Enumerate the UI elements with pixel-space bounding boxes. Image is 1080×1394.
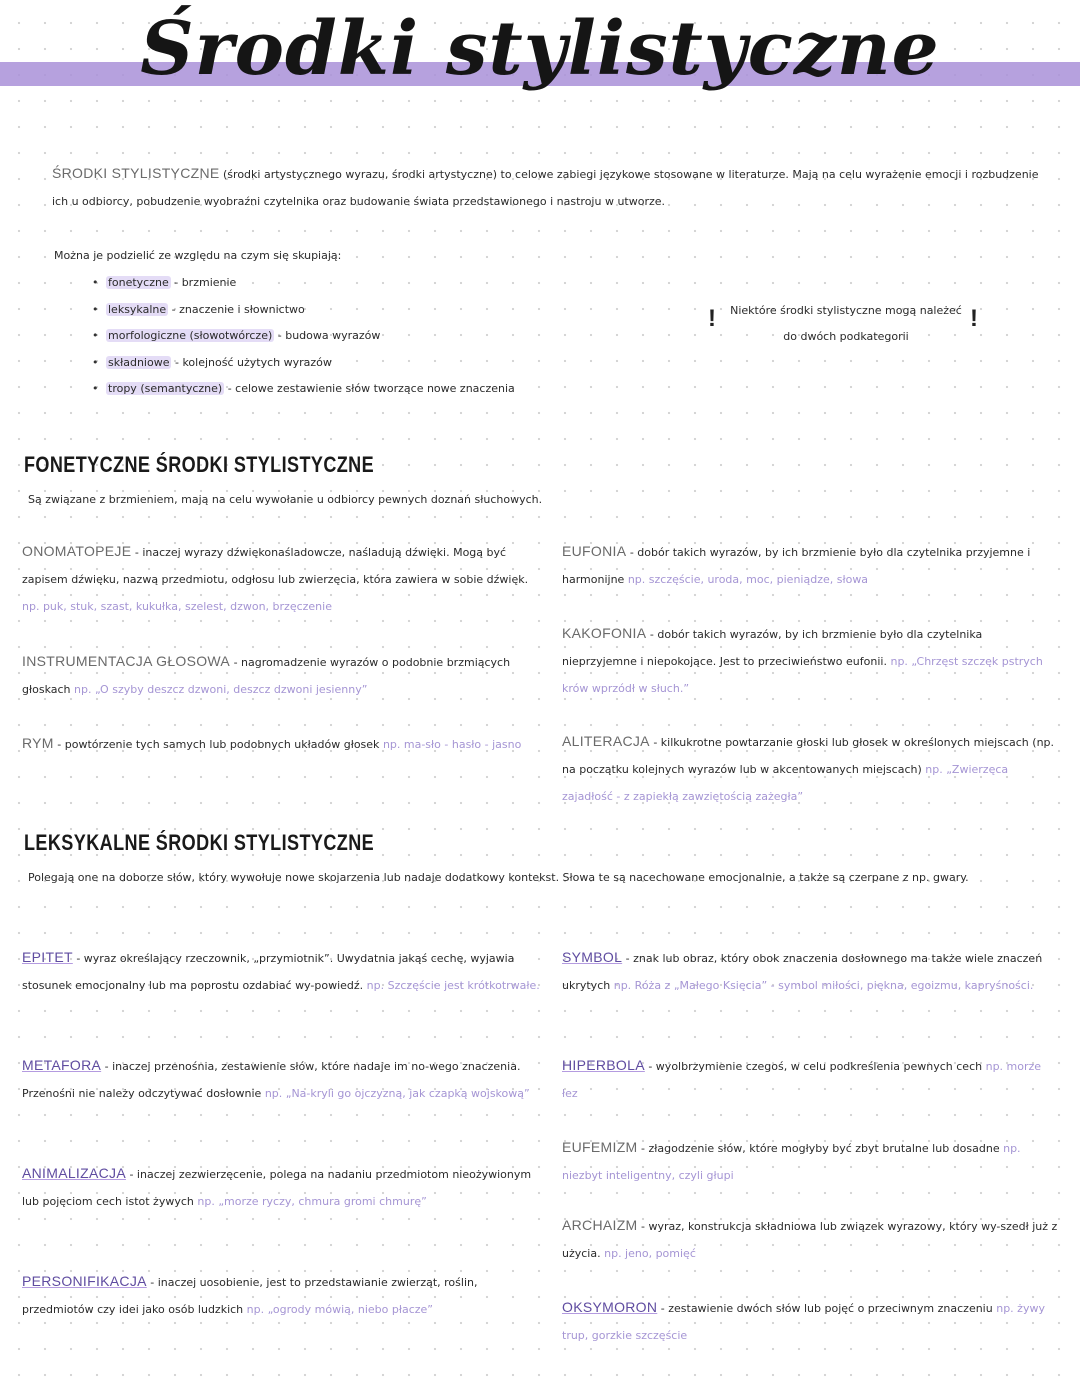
- category-name: składniowe: [108, 355, 170, 369]
- term-example: np. „morze ryczy, chmura gromi chmurę”: [197, 1195, 427, 1208]
- term-label: EUFONIA: [562, 543, 627, 559]
- term-example: np. jeno, pomięć: [604, 1247, 696, 1260]
- category-desc: - znaczenie i słownictwo: [171, 302, 305, 316]
- term-text: - inaczej zezwierzęcenie, polega na nadaniu przedmiotom nieożywionym lub pojęciom cech istot żywych: [22, 1168, 532, 1208]
- term-text: - wyraz określający rzeczownik, „przymiotnik”. Uwydatnia jakąś cechę, wyjawia stosunek emocjonalny lub ma poprostu ozdabiać wy-powiedź.: [22, 952, 515, 992]
- definition-personifikacja: [22, 1268, 540, 1323]
- category-desc: - celowe zestawienie słów tworzące nowe znaczenia: [227, 382, 515, 395]
- term-text: - inaczej uosobienie, jest to przedstawianie zwierząt, roślin, przedmiotów czy idei jako osób ludzkich: [22, 1276, 478, 1316]
- term-label: EUFEMIZM: [562, 1139, 638, 1155]
- term-example: np. ma-sło - hasło - jasno: [382, 738, 522, 751]
- definition-onomatopeje: [22, 538, 540, 620]
- term-text: - inaczej przenośnia, zestawienie słów, które nadaje im no-wego znaczenia. Przenośni nie należy odczytywać dosłownie: [22, 1060, 521, 1100]
- term-text: - dobór takich wyrazów, by ich brzmienie było dla czytelnika nieprzyjemne i niepokojące. Jest to przeciwieństwo eufonii.: [562, 628, 983, 668]
- definition-symbol: [562, 944, 1060, 999]
- list-item: [90, 376, 690, 403]
- definition-epitet: [22, 944, 540, 999]
- definition-instrumentacja: [22, 648, 540, 703]
- term-text: - wyolbrzymienie czegoś, w celu podkreślenia pewnych cech: [648, 1060, 983, 1073]
- term-text: - złagodzenie słów, które mogłyby być zbyt brutalne lub dosadne: [641, 1142, 1000, 1155]
- category-desc: - budowa wyrazów: [277, 329, 381, 342]
- exclamation-mark-left: !: [708, 305, 716, 332]
- term-text: - nagromadzenie wyrazów o podobnie brzmiących głoskach: [22, 656, 511, 696]
- term-label: PERSONIFIKACJA: [22, 1273, 147, 1289]
- term-label: ONOMATOPEJE: [22, 543, 132, 559]
- intro-text: (środki artystycznego wyrazu, środki artystyczne) to celowe zabiegi językowe stosowane w literaturze. Mają na celu wyrażenie emocji i rozbudzenie ich u odbiorcy, pobudzenie wyobraźni czytelnika oraz budowanie świata przedstawionego i nastroju w utworze.: [52, 168, 1039, 208]
- list-item: [90, 270, 690, 297]
- division-lead: Można je podzielić ze względu na czym się skupiają:: [54, 249, 342, 262]
- page-title: Środki stylistyczne: [140, 6, 940, 92]
- intro-paragraph: [52, 160, 1052, 215]
- note-text: Niektóre środki stylistyczne mogą należeć do dwóch podkategorii: [730, 304, 962, 343]
- definition-eufemizm: [562, 1134, 1060, 1189]
- category-desc: - brzmienie: [174, 276, 237, 289]
- term-example: np. puk, stuk, szast, kukułka, szelest, dzwon, brzęczenie: [22, 600, 332, 613]
- term-label: METAFORA: [22, 1057, 102, 1073]
- term-label: EPITET: [22, 949, 73, 965]
- term-example: np. „Na-kryli go ojczyzną, jak czapką wojskową”: [264, 1087, 530, 1100]
- list-item: [90, 297, 690, 324]
- term-label: SYMBOL: [562, 949, 623, 965]
- category-name: tropy (semantyczne): [108, 382, 223, 395]
- term-example: np. „O szyby deszcz dzwoni, deszcz dzwoni jesienny”: [74, 683, 368, 696]
- section-intro-leksykalne: Polegają one na doborze słów, który wywołuje nowe skojarzenia lub nadaje dodatkowy kontekst. Słowa te są nacechowane emocjonalnie, a także są czerpane z np. gwary.: [28, 871, 969, 884]
- term-label: HIPERBOLA: [562, 1057, 645, 1073]
- term-label: KAKOFONIA: [562, 625, 647, 641]
- category-name: fonetyczne: [108, 276, 169, 289]
- definition-eufonia: [562, 538, 1060, 593]
- term-text: - inaczej wyrazy dźwiękonaśladowcze, naśladują dźwięki. Mogą być zapisem dźwięku, nazwą przedmiotu, odgłosu lub zwierzęcia, która zawiera w sobie dźwięk.: [22, 546, 529, 586]
- term-text: - znak lub obraz, który obok znaczenia dosłownego ma także wiele znaczeń ukrytych: [562, 952, 1043, 992]
- term-example: np. szczęście, uroda, moc, pieniądze, słowa: [627, 573, 869, 586]
- term-example: np. żywy trup, gorzkie szczęście: [562, 1302, 1045, 1342]
- definition-metafora: [22, 1052, 540, 1107]
- category-list: [90, 270, 690, 403]
- section-intro-fonetyczne: Są związane z brzmieniem, mają na celu wywołanie u odbiorcy pewnych doznań słuchowych.: [28, 493, 543, 506]
- term-text: - kilkukrotne powtarzanie głoski lub głosek w określonych miejscach (np. na początku kolejnych wyrazów lub w akcentowanych miejscach): [562, 736, 1055, 776]
- definition-aliteracja: [562, 728, 1060, 810]
- term-label: INSTRUMENTACJA GŁOSOWA: [22, 653, 231, 669]
- definition-archaizm: [562, 1212, 1060, 1267]
- term-text: - dobór takich wyrazów, by ich brzmienie było dla czytelnika przyjemne i harmonijne: [562, 546, 1031, 586]
- term-label: OKSYMORON: [562, 1299, 658, 1315]
- term-example: np. „ogrody mówią, niebo płacze”: [246, 1303, 433, 1316]
- section-heading-fonetyczne: FONETYCZNE ŚRODKI STYLISTYCZNE: [24, 452, 375, 477]
- list-item: [90, 350, 690, 377]
- exclamation-mark-right: !: [970, 305, 978, 332]
- category-name: morfologiczne (słowotwórcze): [108, 329, 273, 342]
- term-example: np. „Chrzęst szczęk pstrych krów wprzódł w słuch.”: [562, 655, 1043, 695]
- list-item: [90, 323, 690, 350]
- intro-term: ŚRODKI STYLISTYCZNE: [52, 165, 220, 181]
- term-label: RYM: [22, 735, 54, 751]
- term-example: np. morze łez: [562, 1060, 1042, 1100]
- definition-oksymoron: [562, 1294, 1060, 1349]
- definition-kakofonia: [562, 620, 1060, 702]
- definition-rym: [22, 730, 540, 758]
- term-example: np. Szczęście jest krótkotrwałe.: [366, 979, 540, 992]
- category-name: leksykalne: [108, 302, 167, 316]
- term-label: ARCHAIZM: [562, 1217, 638, 1233]
- section-heading-leksykalne: LEKSYKALNE ŚRODKI STYLISTYCZNE: [24, 830, 375, 855]
- category-desc: - kolejność użytych wyrazów: [174, 355, 332, 369]
- term-example: np. „Zwierzęca zajadłość - z zapiekłą zawziętością zażegła”: [562, 763, 1009, 803]
- term-example: np. Róża z „Małego Księcia” - symbol miłości, piękna, egoizmu, kapryśności.: [613, 979, 1034, 992]
- term-text: - wyraz, konstrukcja składniowa lub związek wyrazowy, który wy-szedł już z użycia.: [562, 1220, 1058, 1260]
- definition-hiperbola: [562, 1052, 1060, 1107]
- term-label: ANIMALIZACJA: [22, 1165, 126, 1181]
- term-example: np. niezbyt inteligentny, czyli głupi: [562, 1142, 1021, 1182]
- definition-animalizacja: [22, 1160, 540, 1215]
- term-text: - zestawienie dwóch słów lub pojęć o przeciwnym znaczeniu: [660, 1302, 993, 1315]
- term-text: - powtórzenie tych samych lub podobnych układów głosek: [57, 738, 380, 751]
- term-label: ALITERACJA: [562, 733, 650, 749]
